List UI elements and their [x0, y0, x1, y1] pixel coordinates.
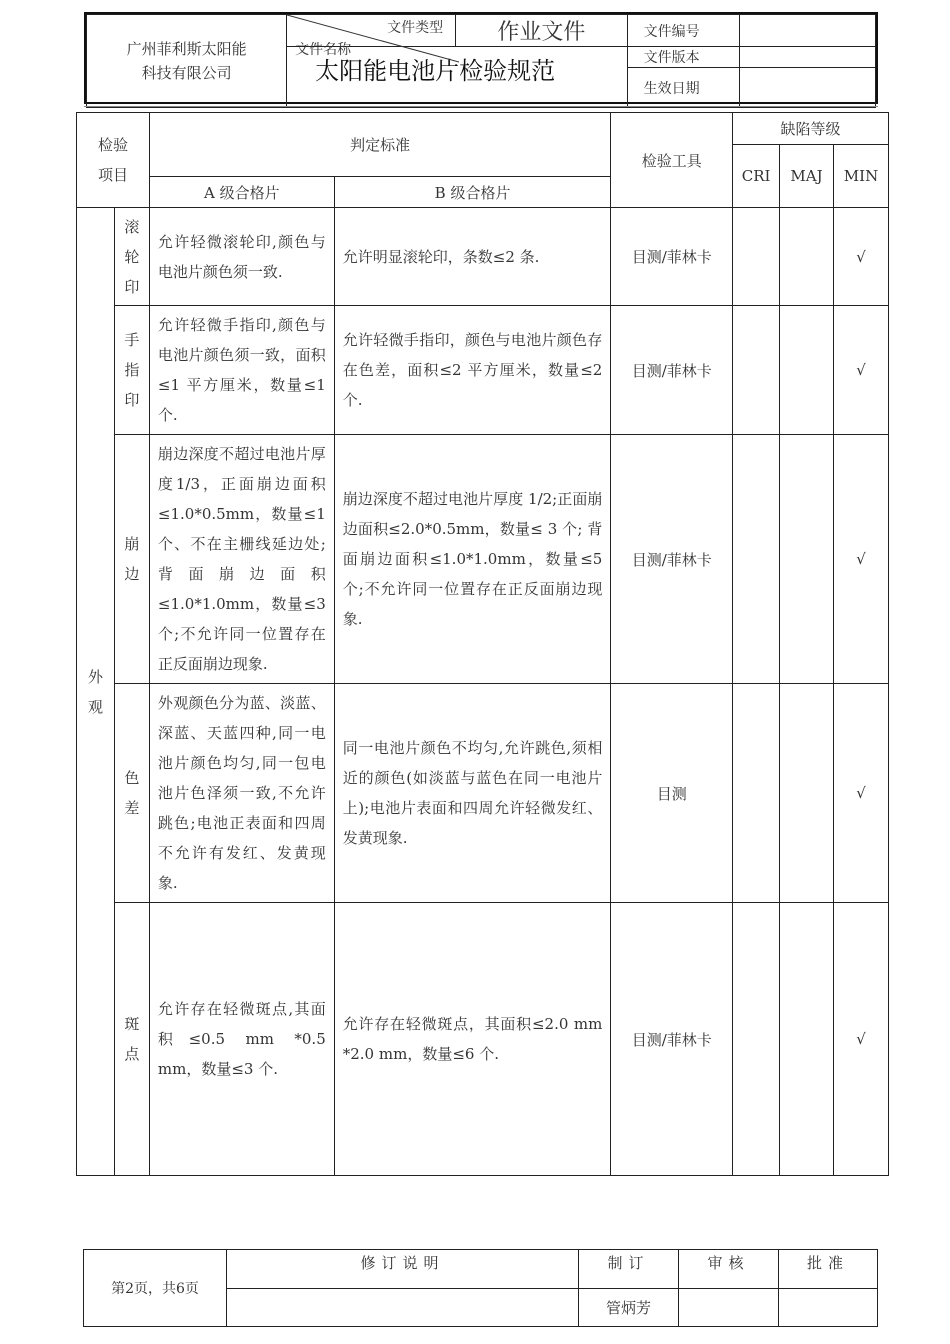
page-info: 第2页，共6页 [84, 1250, 227, 1327]
grade-a-header: A 级合格片 [149, 177, 334, 208]
min-check: √ [833, 306, 888, 435]
grade-b-cell: 允许存在轻微斑点，其面积≤2.0 mm *2.0 mm，数量≤6 个. [334, 903, 611, 1176]
maj-cell [780, 208, 834, 306]
grade-b-cell: 允许轻微手指印，颜色与电池片颜色存在色差，面积≤2 平方厘米，数量≤2 个. [334, 306, 611, 435]
doc-number-label: 文件编号 [627, 15, 740, 47]
grade-a-cell: 外观颜色分为蓝、淡蓝、深蓝、天蓝四种,同一电池片颜色均匀,同一包电池片色泽须一致,不允许跳色;电池正表面和四周不允许有发红、发黄现象. [149, 684, 334, 903]
header-rule [84, 106, 878, 107]
doc-version-label: 文件版本 [627, 47, 740, 68]
company-name-line1: 广州菲利斯太阳能 [126, 40, 247, 58]
document-footer [83, 1249, 878, 1327]
header-table [86, 14, 876, 108]
item-cell: 滚轮印 [114, 208, 149, 306]
effective-date-label: 生效日期 [627, 68, 740, 108]
company-name [87, 15, 287, 108]
table-row [77, 684, 889, 903]
table-row [77, 306, 889, 435]
revision-label: 修订说明 [227, 1250, 579, 1289]
min-check: √ [833, 208, 888, 306]
tool-cell: 目测/菲林卡 [611, 306, 733, 435]
prepared-by: 管炳芳 [579, 1289, 679, 1327]
doc-title: 太阳能电池片检验规范 [287, 47, 627, 108]
item-cell: 斑点 [114, 903, 149, 1176]
table-row [77, 208, 889, 306]
inspection-table [76, 112, 889, 1176]
doc-version-value [740, 47, 876, 68]
prepared-label: 制订 [579, 1250, 679, 1289]
cri-cell [733, 208, 780, 306]
grade-a-cell: 允许存在轻微斑点,其面积≤0.5 mm *0.5 mm，数量≤3 个. [149, 903, 334, 1176]
min-check: √ [833, 684, 888, 903]
doc-number-value [740, 15, 876, 47]
grade-a-cell: 允许轻微滚轮印,颜色与电池片颜色须一致. [149, 208, 334, 306]
doc-name-label: 文件名称 [295, 42, 352, 58]
level-cri-header: CRI [733, 145, 780, 208]
document-header [84, 12, 878, 104]
item-cell: 色差 [114, 684, 149, 903]
inspection-item-header: 检验项目 [77, 113, 150, 208]
grade-a-cell: 崩边深度不超过电池片厚度1/3，正面崩边面积≤1.0*0.5mm，数量≤1 个、不在主栅线延边处;背面崩边面积≤1.0*1.0mm，数量≤3 个;不允许同一位置存在正反面崩边现象. [149, 435, 334, 684]
effective-date-value [740, 68, 876, 108]
grade-b-header: B 级合格片 [334, 177, 611, 208]
level-maj-header: MAJ [780, 145, 834, 208]
maj-cell [780, 684, 834, 903]
doc-type-label: 文件类型 [387, 20, 444, 36]
maj-cell [780, 435, 834, 684]
maj-cell [780, 306, 834, 435]
grade-a-cell: 允许轻微手指印,颜色与电池片颜色须一致，面积≤1 平方厘米，数量≤1 个. [149, 306, 334, 435]
maj-cell [780, 903, 834, 1176]
grade-b-cell: 崩边深度不超过电池片厚度 1/2;正面崩边面积≤2.0*0.5mm，数量≤ 3 个; 背面崩边面积≤1.0*1.0mm，数量≤5 个;不允许同一位置存在正反面崩边现象. [334, 435, 611, 684]
company-name-line2: 科技有限公司 [141, 64, 232, 82]
min-check: √ [833, 435, 888, 684]
cri-cell [733, 903, 780, 1176]
level-min-header: MIN [833, 145, 888, 208]
item-cell: 手指印 [114, 306, 149, 435]
reviewed-label: 审核 [679, 1250, 779, 1289]
tool-cell: 目测/菲林卡 [611, 208, 733, 306]
cri-cell [733, 435, 780, 684]
tool-header: 检验工具 [611, 113, 733, 208]
category-cell: 外观 [77, 208, 115, 1176]
criteria-header: 判定标准 [149, 113, 610, 177]
cri-cell [733, 306, 780, 435]
type-name-label-cell [287, 15, 456, 58]
table-row [77, 903, 889, 1176]
revision-note [227, 1289, 579, 1327]
tool-cell: 目测/菲林卡 [611, 435, 733, 684]
defect-level-header: 缺陷等级 [733, 113, 889, 145]
tool-cell: 目测 [611, 684, 733, 903]
approved-label: 批准 [779, 1250, 878, 1289]
table-row [77, 435, 889, 684]
min-check: √ [833, 903, 888, 1176]
item-cell: 崩边 [114, 435, 149, 684]
grade-b-cell: 同一电池片颜色不均匀,允许跳色,须相近的颜色(如淡蓝与蓝色在同一电池片上);电池片表面和四周允许轻微发红、发黄现象. [334, 684, 611, 903]
doc-type-value: 作业文件 [456, 15, 627, 47]
tool-cell: 目测/菲林卡 [611, 903, 733, 1176]
approved-by [779, 1289, 878, 1327]
grade-b-cell: 允许明显滚轮印，条数≤2 条. [334, 208, 611, 306]
cri-cell [733, 684, 780, 903]
reviewed-by [679, 1289, 779, 1327]
